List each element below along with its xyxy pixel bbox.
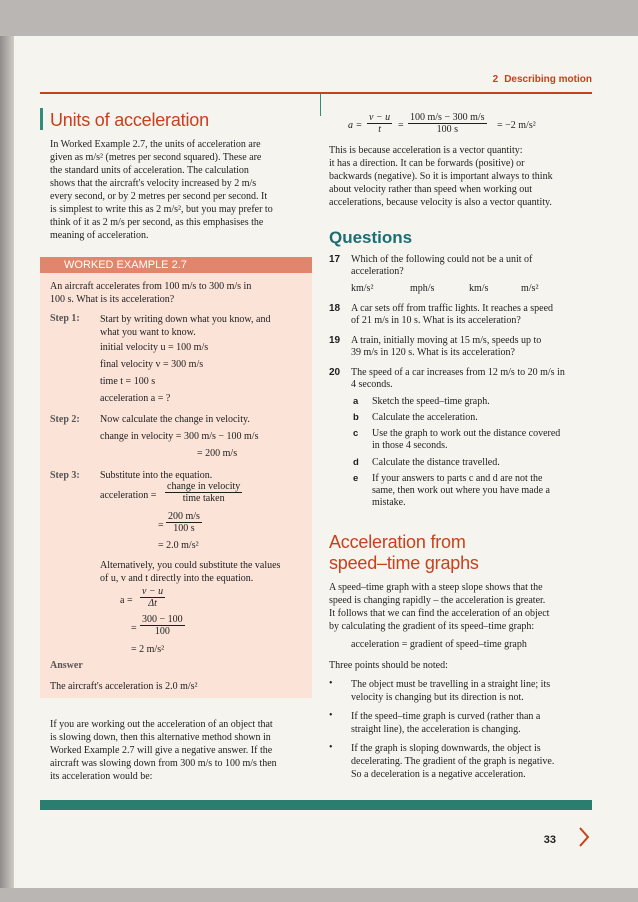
- slowing-line: its acceleration would be:: [50, 771, 153, 782]
- units-line: the standard units of acceleration. The calculation: [50, 165, 249, 176]
- q20-part-text: Calculate the acceleration.: [372, 412, 478, 423]
- question-20-number: 20: [329, 367, 341, 378]
- units-line: shows that the aircraft's velocity increased by 2 m/s: [50, 178, 257, 189]
- units-line: In Worked Example 2.7, the units of acceleration are: [50, 139, 261, 150]
- intro-line: An aircraft accelerates from 100 m/s to 300 m/s in: [50, 281, 252, 292]
- substitution-fraction: [166, 511, 202, 534]
- fraction-denominator: Δt: [148, 598, 157, 609]
- a2-fraction: [140, 614, 185, 637]
- footer-rule: [40, 800, 592, 810]
- fraction-denominator: 100 s: [436, 124, 458, 135]
- chapter-title: Describing motion: [504, 74, 592, 85]
- q20-part-letter: a: [353, 396, 359, 407]
- q17-option: km/s²: [351, 283, 374, 294]
- known-initial-velocity: initial velocity u = 100 m/s: [100, 342, 209, 353]
- equals-sign: =: [398, 120, 404, 131]
- next-page-chevron-icon[interactable]: [578, 826, 590, 853]
- equation-fraction-2: [408, 112, 487, 135]
- slowing-line: is slowing down, then this alternative method shown in: [50, 732, 271, 743]
- vector-line: This is because acceleration is a vector quantity:: [329, 145, 523, 156]
- header-rule: [40, 92, 592, 94]
- question-19-number: 19: [329, 335, 341, 346]
- step3-label: Step 3:: [50, 470, 80, 481]
- step1-line: what you want to know.: [100, 327, 196, 338]
- step1-label: Step 1:: [50, 313, 80, 324]
- question-19-text: [351, 335, 593, 359]
- intro-line: speed is changing rapidly – the acceleration is greater.: [329, 595, 546, 606]
- fraction-numerator: 200 m/s: [168, 511, 200, 522]
- bullet-text: [351, 710, 591, 736]
- bullet-line: The object must be travelling in a straight line; its: [351, 679, 551, 690]
- q20-part-letter: c: [353, 428, 359, 439]
- vector-line: accelerations, because velocity is also a vector quantity.: [329, 197, 552, 208]
- bullet-icon: •: [329, 678, 333, 689]
- slowing-line: aircraft was slowing down from 300 m/s to 100 m/s then: [50, 758, 277, 769]
- slowing-line: If you are working out the acceleration of an object that: [50, 719, 273, 730]
- equation-result: = −2 m/s²: [497, 120, 536, 131]
- bullet-icon: •: [329, 710, 333, 721]
- known-acceleration: acceleration a = ?: [100, 393, 171, 404]
- units-paragraph: [50, 138, 312, 242]
- step2-label: Step 2:: [50, 414, 80, 425]
- q20-part-text: Calculate the distance travelled.: [372, 457, 500, 468]
- title-line: Acceleration from: [329, 532, 466, 552]
- slowing-line: Worked Example 2.7 will give a negative answer. If the: [50, 745, 273, 756]
- bullet-line: So a deceleration is a negative acceleration.: [351, 769, 526, 780]
- q20-part-letter: e: [353, 473, 359, 484]
- fraction-denominator: time taken: [182, 493, 225, 504]
- question-18-number: 18: [329, 303, 341, 314]
- step3-text: Substitute into the equation.: [100, 470, 213, 481]
- title-line: speed–time graphs: [329, 553, 479, 573]
- a-result: = 2 m/s²: [131, 644, 165, 655]
- q20-line: The speed of a car increases from 12 m/s to 20 m/s in: [351, 367, 565, 378]
- bullet-line: If the graph is sloping downwards, the object is: [351, 743, 541, 754]
- intro-line: by calculating the gradient of its speed–time graph:: [329, 621, 535, 632]
- fraction-numerator: 100 m/s − 300 m/s: [410, 112, 485, 123]
- q20-part-text: Sketch the speed–time graph.: [372, 396, 490, 407]
- intro-line: 100 s. What is its acceleration?: [50, 294, 175, 305]
- known-final-velocity: final velocity v = 300 m/s: [100, 359, 204, 370]
- units-line: meaning of acceleration.: [50, 230, 149, 241]
- vector-line: about velocity rather than speed when working out: [329, 184, 532, 195]
- alternative-text: [100, 559, 312, 585]
- vector-paragraph: [329, 144, 591, 209]
- graphs-section-title: [329, 532, 479, 574]
- q20-part-text: [372, 473, 592, 509]
- q20-line: 4 seconds.: [351, 379, 393, 390]
- intro-line: It follows that we can find the acceleration of an object: [329, 608, 550, 619]
- part-line: Use the graph to work out the distance covered: [372, 428, 561, 439]
- vector-line: backwards (negative). So it is important always to think: [329, 171, 553, 182]
- question-17-number: 17: [329, 254, 341, 265]
- part-line: If your answers to parts c and d are not the: [372, 473, 543, 484]
- units-section-title: Units of acceleration: [50, 110, 209, 130]
- step2-calc: change in velocity = 300 m/s − 100 m/s: [100, 431, 259, 442]
- fraction-numerator: change in velocity: [167, 481, 241, 492]
- equals-sign: =: [158, 520, 164, 531]
- fraction-denominator: 100: [154, 626, 170, 637]
- q20-part-letter: b: [353, 412, 359, 423]
- fraction-denominator: 100 s: [173, 523, 195, 534]
- answer-text: The aircraft's acceleration is 2.0 m/s²: [50, 681, 198, 692]
- gradient-formula: acceleration = gradient of speed–time graph: [351, 639, 527, 650]
- q18-line: of 21 m/s in 10 s. What is its acceleration?: [351, 315, 521, 326]
- questions-title: Questions: [329, 228, 413, 247]
- vector-line: it has a direction. It can be forwards (positive) or: [329, 158, 525, 169]
- question-17-text: [351, 254, 593, 278]
- q20-part-text: [372, 428, 592, 452]
- acceleration-fraction: [165, 481, 242, 504]
- units-line: is simplest to write this as 2 m/s², but you may prefer to: [50, 204, 273, 215]
- bullet-line: velocity is changing but its direction is not.: [351, 692, 524, 703]
- bullet-line: If the speed–time graph is curved (rather than a: [351, 711, 541, 722]
- q17-option: m/s²: [521, 283, 539, 294]
- graphs-intro: [329, 581, 591, 633]
- q18-line: A car sets off from traffic lights. It reaches a speed: [351, 303, 554, 314]
- bullet-line: decelerating. The gradient of the graph is negative.: [351, 756, 555, 767]
- acceleration-lhs: acceleration =: [100, 490, 157, 501]
- equals-sign: =: [131, 623, 137, 634]
- units-line: every second, or by 2 metres per second per second. It: [50, 191, 268, 202]
- q17-option: km/s: [469, 283, 489, 294]
- q19-line: 39 m/s in 120 s. What is its acceleration?: [351, 347, 515, 358]
- bullet-line: straight line), the acceleration is changing.: [351, 724, 521, 735]
- equation-fraction-1: [367, 112, 392, 135]
- part-line: in those 4 seconds.: [372, 440, 448, 451]
- intro-line: A speed–time graph with a steep slope shows that the: [329, 582, 543, 593]
- q17-line: acceleration?: [351, 266, 404, 277]
- answer-label: Answer: [50, 660, 83, 671]
- page-number: 33: [543, 834, 556, 846]
- q19-line: A train, initially moving at 15 m/s, speeds up to: [351, 335, 542, 346]
- part-line: mistake.: [372, 497, 406, 508]
- section-marker: [40, 108, 43, 130]
- units-line: given as m/s² (metres per second squared). These are: [50, 152, 262, 163]
- question-18-text: [351, 303, 593, 327]
- fraction-numerator: v − u: [142, 586, 164, 597]
- a-lhs: a =: [120, 595, 133, 606]
- page-shadow: [0, 36, 14, 888]
- q20-part-letter: d: [353, 457, 359, 468]
- step1-text: [100, 313, 310, 339]
- column-marker: [320, 94, 321, 116]
- q17-line: Which of the following could not be a unit of: [351, 254, 533, 265]
- step3-result: [158, 540, 199, 552]
- worked-example-title: WORKED EXAMPLE 2.7: [40, 257, 312, 273]
- known-time: time t = 100 s: [100, 376, 156, 387]
- step2-text: Now calculate the change in velocity.: [100, 414, 250, 425]
- q17-option: mph/s: [410, 283, 435, 294]
- fraction-numerator: 300 − 100: [142, 614, 183, 625]
- fraction-denominator: t: [378, 124, 381, 135]
- three-points-text: Three points should be noted:: [329, 660, 448, 671]
- bullet-text: [351, 678, 591, 704]
- part-line: same, then work out where you have made a: [372, 485, 550, 496]
- result-text: = 2.0 m/s²: [158, 540, 199, 551]
- slowing-paragraph: [50, 718, 312, 783]
- fraction-numerator: v − u: [369, 112, 391, 123]
- alt-line: Alternatively, you could substitute the values: [100, 560, 281, 571]
- bullet-icon: •: [329, 742, 333, 753]
- step2-result: = 200 m/s: [197, 448, 238, 459]
- question-20-text: [351, 367, 593, 391]
- chapter-number: 2: [492, 74, 499, 85]
- alt-line: of u, v and t directly into the equation.: [100, 573, 254, 584]
- equation-lhs: a =: [348, 120, 363, 131]
- bullet-text: [351, 742, 591, 781]
- chapter-header: [493, 74, 592, 85]
- units-line: think of it as 2 m/s per second, as this emphasises the: [50, 217, 264, 228]
- worked-example-intro: [50, 280, 308, 306]
- step1-line: Start by writing down what you know, and: [100, 314, 271, 325]
- a-fraction: [140, 586, 165, 609]
